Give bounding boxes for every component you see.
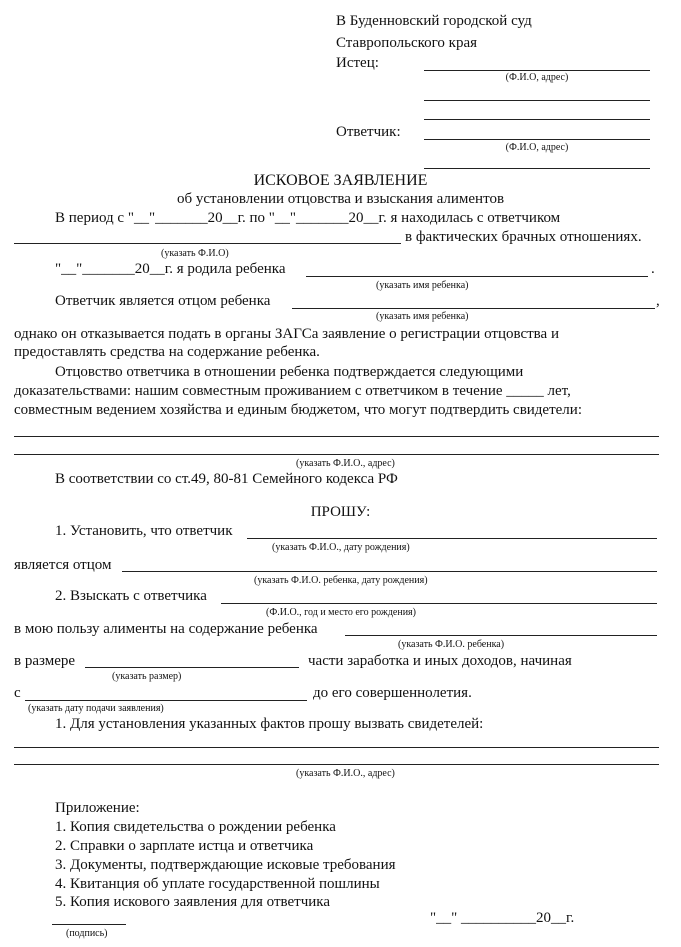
request-item1-line (247, 538, 657, 539)
request-item2-line3-start: в размере (14, 653, 76, 669)
attachment-item: 4. Квитанция об уплате государственной пошлины (55, 876, 380, 892)
paragraph-refusal-line1: однако он отказывается подать в органы ЗАГСа заявление о регистрации отцовства и (14, 326, 559, 342)
witness-list-hint: (указать Ф.И.О., адрес) (296, 768, 395, 779)
document-subtitle: об установлении отцовства и взыскания алиментов (176, 191, 505, 207)
child-name-line-2 (292, 308, 655, 309)
paragraph-legal-basis: В соответствии со ст.49, 80-81 Семейного кодекса РФ (55, 471, 398, 487)
paragraph-period: В период с "__"_______20__г. по "__"_______20__г. я находилась с ответчиком (55, 210, 561, 226)
witness-hint: (указать Ф.И.О., адрес) (296, 458, 395, 469)
signature-hint: (подпись) (66, 928, 108, 939)
attachments-heading: Приложение: (55, 800, 140, 816)
witness-line-2 (14, 454, 659, 455)
request-item2-line2-line (345, 635, 657, 636)
defendant-line-2 (424, 139, 650, 140)
attachment-item: 3. Документы, подтверждающие исковые требования (55, 857, 396, 873)
request-item2-hint: (Ф.И.О., год и место его рождения) (266, 607, 416, 618)
paragraph-evidence-line2: доказательствами: нашим совместным проживанием с ответчиком в течение _____ лет, (14, 383, 571, 399)
defendant-name-line (14, 243, 401, 244)
plaintiff-line-2 (424, 100, 650, 101)
request-item1-cont-hint: (указать Ф.И.О. ребенка, дату рождения) (254, 575, 428, 586)
paragraph-father-end: , (656, 293, 660, 309)
attachment-item: 1. Копия свидетельства о рождении ребенка (55, 819, 336, 835)
attachment-item: 2. Справки о зарплате истца и ответчика (55, 838, 314, 854)
request-item2-line3-hint: (указать размер) (112, 671, 182, 682)
request-item1-hint: (указать Ф.И.О., дату рождения) (272, 542, 410, 553)
request-item2-line4-line (25, 700, 307, 701)
request-item1-label: 1. Установить, что ответчик (55, 523, 233, 539)
paragraph-birth: "__"_______20__г. я родила ребенка (55, 261, 286, 277)
request-item2-line2-hint: (указать Ф.И.О. ребенка) (398, 639, 505, 650)
request-item2-line4-start: с (14, 685, 21, 701)
child-name-hint-2: (указать имя ребенка) (376, 311, 469, 322)
court-name-line2: Ставропольского края (336, 35, 477, 51)
request-item2-line4-end: до его совершеннолетия. (313, 685, 472, 701)
defendant-line-1 (424, 119, 650, 120)
witness-list-line-1 (14, 747, 659, 748)
witness-line-1 (14, 436, 659, 437)
paragraph-refusal-line2: предоставлять средства на содержание ребенка. (14, 344, 320, 360)
defendant-hint: (Ф.И.О, адрес) (505, 142, 569, 153)
defendant-line-3 (424, 168, 650, 169)
request-item2-label: 2. Взыскать с ответчика (55, 588, 207, 604)
court-name-line1: В Буденновский городской суд (336, 13, 532, 29)
defendant-name-hint: (указать Ф.И.О) (161, 248, 229, 259)
paragraph-father: Ответчик является отцом ребенка (55, 293, 271, 309)
paragraph-relations: в фактических брачных отношениях. (405, 229, 642, 245)
signature-date: "__" __________20__г. (430, 910, 575, 926)
request-item1-cont: является отцом (14, 557, 112, 573)
request-item1-cont-line (122, 571, 657, 572)
paragraph-evidence-line1: Отцовство ответчика в отношении ребенка подтверждается следующими (55, 364, 524, 380)
document-title: ИСКОВОЕ ЗАЯВЛЕНИЕ (253, 172, 428, 189)
request-item2-line (221, 603, 657, 604)
paragraph-evidence-line3: совместным ведением хозяйства и единым бюджетом, что могут подтвердить свидетели: (14, 402, 582, 418)
request-heading: ПРОШУ: (310, 504, 371, 520)
request-item3-label: 1. Для установления указанных фактов прошу вызвать свидетелей: (55, 716, 484, 732)
witness-list-line-2 (14, 764, 659, 765)
child-name-hint: (указать имя ребенка) (376, 280, 469, 291)
plaintiff-label: Истец: (336, 55, 379, 71)
request-item2-line3-end: части заработка и иных доходов, начиная (308, 653, 572, 669)
defendant-label: Ответчик: (336, 124, 401, 140)
plaintiff-hint: (Ф.И.О, адрес) (505, 72, 569, 83)
plaintiff-line-1 (424, 70, 650, 71)
signature-line (52, 924, 126, 925)
child-name-line (306, 276, 648, 277)
attachment-item: 5. Копия искового заявления для ответчика (55, 894, 331, 910)
request-item2-line4-hint: (указать дату подачи заявления) (28, 703, 164, 714)
request-item2-line3-line (85, 667, 299, 668)
paragraph-birth-end: . (651, 261, 655, 277)
request-item2-line2: в мою пользу алименты на содержание ребенка (14, 621, 318, 637)
